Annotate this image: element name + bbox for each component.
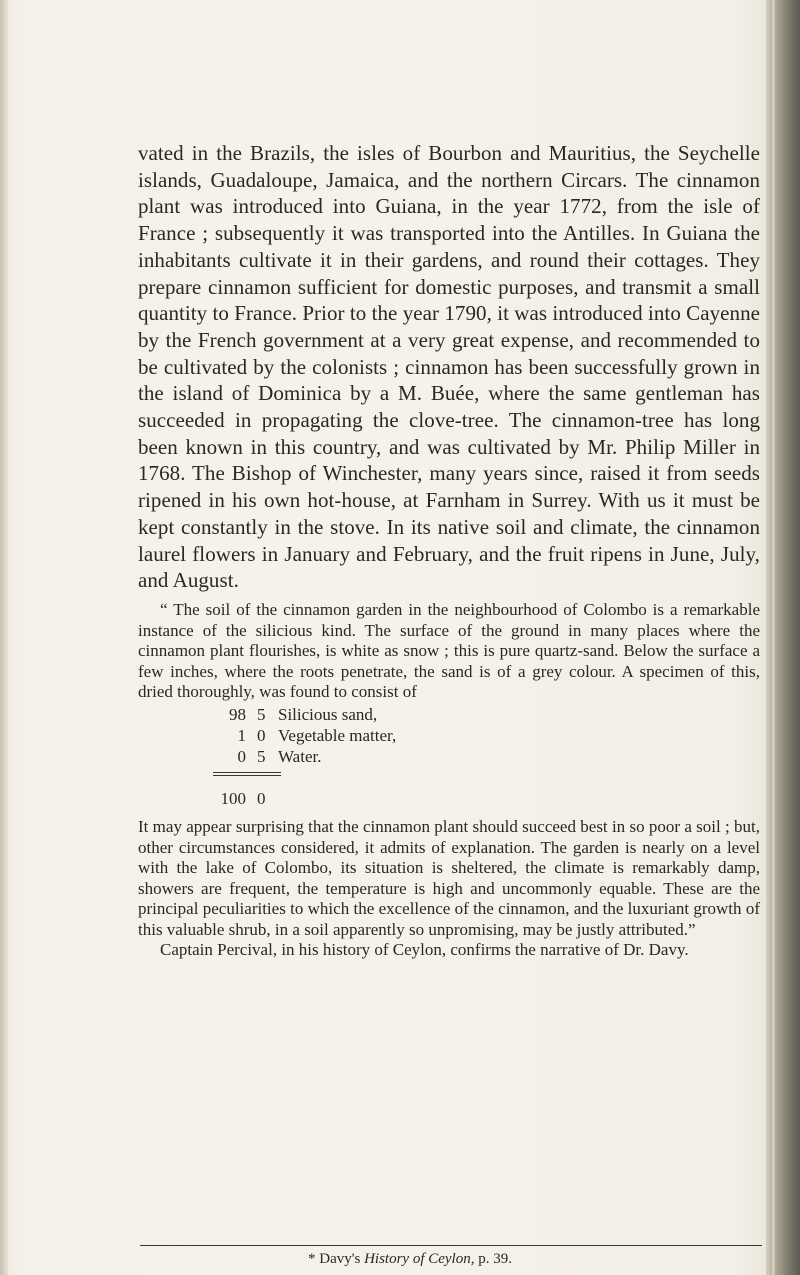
analysis-row bbox=[138, 747, 538, 767]
analysis-decimal: 0 bbox=[257, 725, 266, 745]
sum-rule-top bbox=[213, 772, 281, 773]
quote-paragraph-explanation: It may appear surprising that the cinnamon plant should succeed best in so poor a soil ; but, other circumstances considered, it admits of explanation. The garden is nearly on a level with the lake of Colombo, its situation is sheltered, the climate is remarkably damp, showers are frequent, the temperature is high and uncommonly equable. These are the principal peculiarities to which the excellence of the cinnamon, and the luxuriant growth of this valuable shrub, in a soil apparently so unpromising, may be justly attributed.” bbox=[138, 816, 760, 939]
footnote bbox=[0, 1250, 800, 1268]
analysis-label: Silicious sand, bbox=[278, 704, 378, 724]
analysis-integer: 98 bbox=[229, 704, 246, 724]
analysis-integer: 1 bbox=[237, 725, 246, 745]
analysis-decimal: 5 bbox=[257, 704, 266, 724]
analysis-total-row bbox=[138, 789, 538, 809]
footnote-title: History of Ceylon, bbox=[364, 1251, 475, 1267]
page-text-block bbox=[138, 140, 760, 961]
body-paragraph: vated in the Brazils, the isles of Bourbon and Mauritius, the Seychelle islands, Guadaloupe, Jamaica, and the northern Circars. The cinnamon plant was introduced into Guiana, in the year 1772, from the isle of France ; subsequently it was transported into the Antilles. In Guiana the inhabitants cultivate it in their gardens, and round their cottages. They prepare cinnamon sufficient for domestic purposes, and transmit a small quantity to France. Prior to the year 1790, it was introduced into Cayenne by the French government at a very great expense, and recommended to be cultivated by the colonists ; cinnamon has been successfully grown in the island of Dominica by a M. Buée, where the same gentleman has succeeded in propagating the clove-tree. The cinnamon-tree has long been known in this country, and was cultivated by Mr. Philip Miller in 1768. The Bishop of Winchester, many years since, raised it from seeds ripened in his own hot-house, at Farnham in Surrey. With us it must be kept constantly in the stove. In its native soil and climate, the cinnamon laurel flowers in January and February, and the fruit ripens in June, July, and August. bbox=[138, 141, 760, 593]
analysis-row bbox=[138, 726, 538, 746]
quote-paragraph-soil: “ The soil of the cinnamon garden in the neighbourhood of Colombo is a remarkable instance of the silicious kind. The surface of the ground in many places where the cinnamon plant flourishes, is white as snow ; this is pure quartz-sand. Below the surface a few inches, where the roots penetrate, the sand is of a grey colour. A specimen of this, dried thoroughly, was found to consist of bbox=[138, 599, 760, 702]
footnote-rule bbox=[140, 1245, 762, 1246]
analysis-label: Vegetable matter, bbox=[278, 725, 397, 745]
analysis-total-integer: 100 bbox=[220, 788, 246, 808]
quote-paragraph-percival: Captain Percival, in his history of Ceylon, confirms the narrative of Dr. Davy. bbox=[160, 940, 689, 960]
analysis-row bbox=[138, 705, 538, 725]
footnote-author: Davy's bbox=[319, 1251, 361, 1267]
sum-rule-bottom bbox=[213, 775, 281, 776]
page-left-edge bbox=[0, 0, 8, 1275]
footnote-page: p. 39. bbox=[478, 1251, 512, 1267]
book-binding-edge bbox=[766, 0, 800, 1275]
analysis-decimal: 5 bbox=[257, 746, 266, 766]
footnote-marker: * bbox=[308, 1251, 316, 1267]
soil-analysis-table bbox=[138, 705, 760, 817]
analysis-integer: 0 bbox=[237, 746, 246, 766]
analysis-total-decimal: 0 bbox=[257, 788, 266, 808]
analysis-label: Water. bbox=[278, 746, 322, 766]
